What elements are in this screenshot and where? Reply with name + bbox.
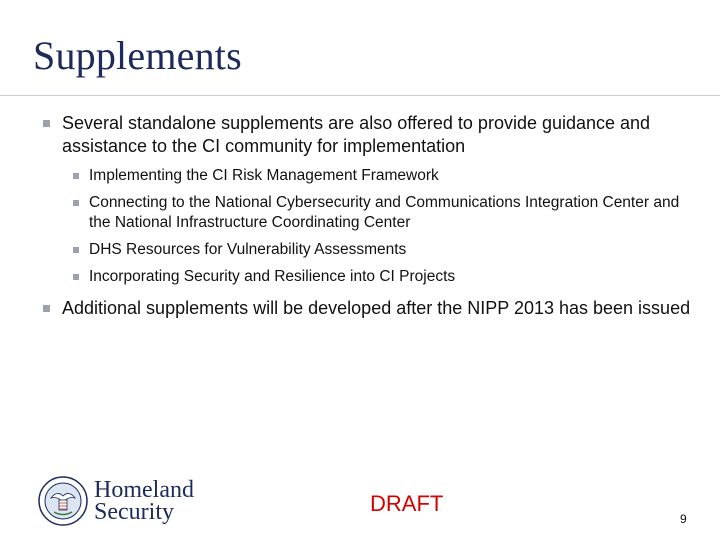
sub-bullet-list [73,166,693,287]
bullet-item [43,297,693,320]
sub-bullet-text: Implementing the CI Risk Management Framework [89,167,439,184]
bullet-square-icon [73,173,79,179]
logo-wordmark [94,479,194,523]
logo-line-2: Security [94,499,174,525]
page-number: 9 [680,512,687,526]
sub-bullet-item [73,166,693,186]
title-divider [0,95,720,96]
sub-bullet-item [73,193,693,233]
bullet-text: Several standalone supplements are also offered to provide guidance and assistance to the CI community for implementation [62,113,651,156]
sub-bullet-text: Incorporating Security and Resilience into CI Projects [89,268,456,285]
bullet-list [43,112,693,328]
bullet-square-icon [43,305,50,312]
bullet-square-icon [73,247,79,253]
slide-title: Supplements [33,33,242,78]
logo-line-1: Homeland [94,477,194,503]
bullet-square-icon [43,120,50,127]
dhs-seal-icon [38,476,88,526]
bullet-square-icon [73,274,79,280]
bullet-item [43,112,693,158]
dhs-logo [38,476,218,528]
sub-bullet-text: DHS Resources for Vulnerability Assessments [89,241,407,258]
sub-bullet-item [73,240,693,260]
bullet-text: Additional supplements will be developed after the NIPP 2013 has been issued [62,298,691,318]
draft-label: DRAFT [370,491,444,516]
sub-bullet-item [73,267,693,287]
sub-bullet-text: Connecting to the National Cybersecurity and Communications Integration Center and the National Infrastructure Coordinating Center [89,194,680,231]
bullet-square-icon [73,200,79,206]
